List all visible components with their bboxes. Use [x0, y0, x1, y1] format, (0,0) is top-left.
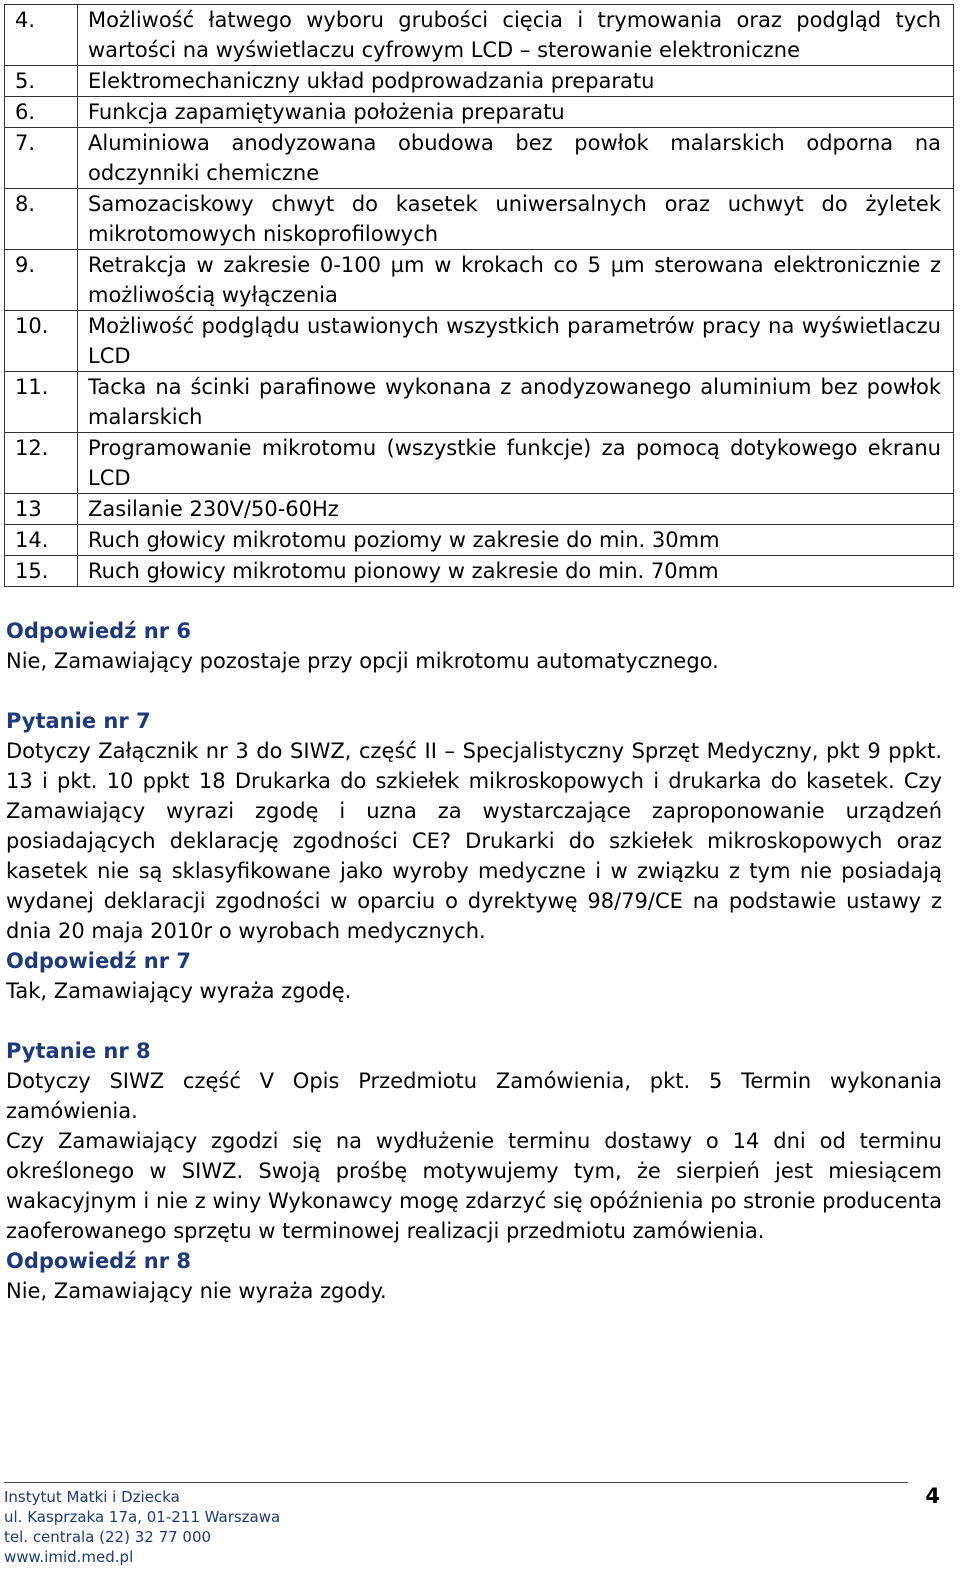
row-number: 10.: [5, 311, 78, 372]
specification-table-body: [5, 5, 954, 587]
footer-institution: Instytut Matki i Dziecka: [4, 1488, 180, 1506]
row-number: 14.: [5, 525, 78, 556]
row-description: Zasilanie 230V/50-60Hz: [78, 494, 954, 525]
row-description: Samozaciskowy chwyt do kasetek uniwersalnych oraz uchwyt do żyletek mikrotomowych niskoprofilowych: [78, 189, 954, 250]
row-number: 8.: [5, 189, 78, 250]
table-row: [5, 556, 954, 587]
answer-6-text: Nie, Zamawiający pozostaje przy opcji mikrotomu automatycznego.: [6, 649, 719, 673]
table-row: [5, 433, 954, 494]
row-description: Możliwość łatwego wyboru grubości cięcia i trymowania oraz podgląd tych wartości na wyświetlaczu cyfrowym LCD – sterowanie elektroniczne: [78, 5, 954, 66]
footer-address: [4, 1487, 404, 1567]
table-row: [5, 250, 954, 311]
footer-phone: tel. centrala (22) 32 77 000: [4, 1528, 212, 1546]
table-row: [5, 128, 954, 189]
answer-7-text: Tak, Zamawiający wyraża zgodę.: [6, 979, 352, 1003]
footer-website-link[interactable]: www.imid.med.pl: [4, 1548, 134, 1566]
row-number: 4.: [5, 5, 78, 66]
spacer: [6, 1006, 942, 1036]
table-row: [5, 66, 954, 97]
row-description: Funkcja zapamiętywania położenia preparatu: [78, 97, 954, 128]
answer-8-heading: Odpowiedź nr 8: [6, 1249, 191, 1273]
footer-divider: [4, 1482, 908, 1483]
row-number: 12.: [5, 433, 78, 494]
question-7-heading: Pytanie nr 7: [6, 709, 151, 733]
row-description: Programowanie mikrotomu (wszystkie funkcje) za pomocą dotykowego ekranu LCD: [78, 433, 954, 494]
spacer: [6, 676, 942, 706]
specification-table: [4, 4, 954, 587]
document-body: [6, 616, 942, 1306]
answer-6-heading: Odpowiedź nr 6: [6, 619, 191, 643]
table-row: [5, 372, 954, 433]
row-number: 15.: [5, 556, 78, 587]
row-number: 9.: [5, 250, 78, 311]
footer-street: ul. Kasprzaka 17a, 01-211 Warszawa: [4, 1508, 281, 1526]
row-description: Elektromechaniczny układ podprowadzania preparatu: [78, 66, 954, 97]
question-7-text: Dotyczy Załącznik nr 3 do SIWZ, część II – Specjalistyczny Sprzęt Medyczny, pkt 9 ppkt. 13 i pkt. 10 ppkt 18 Drukarka do szkiełek mikroskopowych i drukarka do kasetek. Czy Zamawiający wyrazi zgodę i uzna za wystarczające zaproponowanie urządzeń posiadających deklarację zgodności CE? Drukarki do szkiełek mikroskopowych oraz kasetek nie są sklasyfikowane jako wyroby medyczne i w związku z tym nie posiadają wydanej deklaracji zgodności w oparciu o dyrektywę 98/79/CE na podstawie ustawy z dnia 20 maja 2010r o wyrobach medycznych.: [6, 739, 942, 943]
page-number: 4: [925, 1484, 940, 1508]
row-description: Ruch głowicy mikrotomu poziomy w zakresie do min. 30mm: [78, 525, 954, 556]
row-number: 11.: [5, 372, 78, 433]
row-description: Możliwość podglądu ustawionych wszystkich parametrów pracy na wyświetlaczu LCD: [78, 311, 954, 372]
row-number: 5.: [5, 66, 78, 97]
answer-8-text: Nie, Zamawiający nie wyraża zgody.: [6, 1279, 387, 1303]
table-row: [5, 494, 954, 525]
table-row: [5, 189, 954, 250]
row-description: Ruch głowicy mikrotomu pionowy w zakresie do min. 70mm: [78, 556, 954, 587]
row-description: Aluminiowa anodyzowana obudowa bez powłok malarskich odporna na odczynniki chemiczne: [78, 128, 954, 189]
row-description: Retrakcja w zakresie 0-100 µm w krokach co 5 µm sterowana elektronicznie z możliwością wyłączenia: [78, 250, 954, 311]
table-row: [5, 97, 954, 128]
table-row: [5, 5, 954, 66]
row-number: 13: [5, 494, 78, 525]
question-8-text-2: Czy Zamawiający zgodzi się na wydłużenie terminu dostawy o 14 dni od terminu określonego w SIWZ. Swoją prośbę motywujemy tym, że sierpień jest miesiącem wakacyjnym i nie z winy Wykonawcy mogę zdarzyć się opóźnienia po stronie producenta zaoferowanego sprzętu w terminowej realizacji przedmiotu zamówienia.: [6, 1129, 942, 1243]
row-number: 6.: [5, 97, 78, 128]
question-8-heading: Pytanie nr 8: [6, 1039, 151, 1063]
row-number: 7.: [5, 128, 78, 189]
answer-7-heading: Odpowiedź nr 7: [6, 949, 191, 973]
row-description: Tacka na ścinki parafinowe wykonana z anodyzowanego aluminium bez powłok malarskich: [78, 372, 954, 433]
table-row: [5, 311, 954, 372]
question-8-text-1: Dotyczy SIWZ część V Opis Przedmiotu Zamówienia, pkt. 5 Termin wykonania zamówienia.: [6, 1069, 942, 1123]
table-row: [5, 525, 954, 556]
